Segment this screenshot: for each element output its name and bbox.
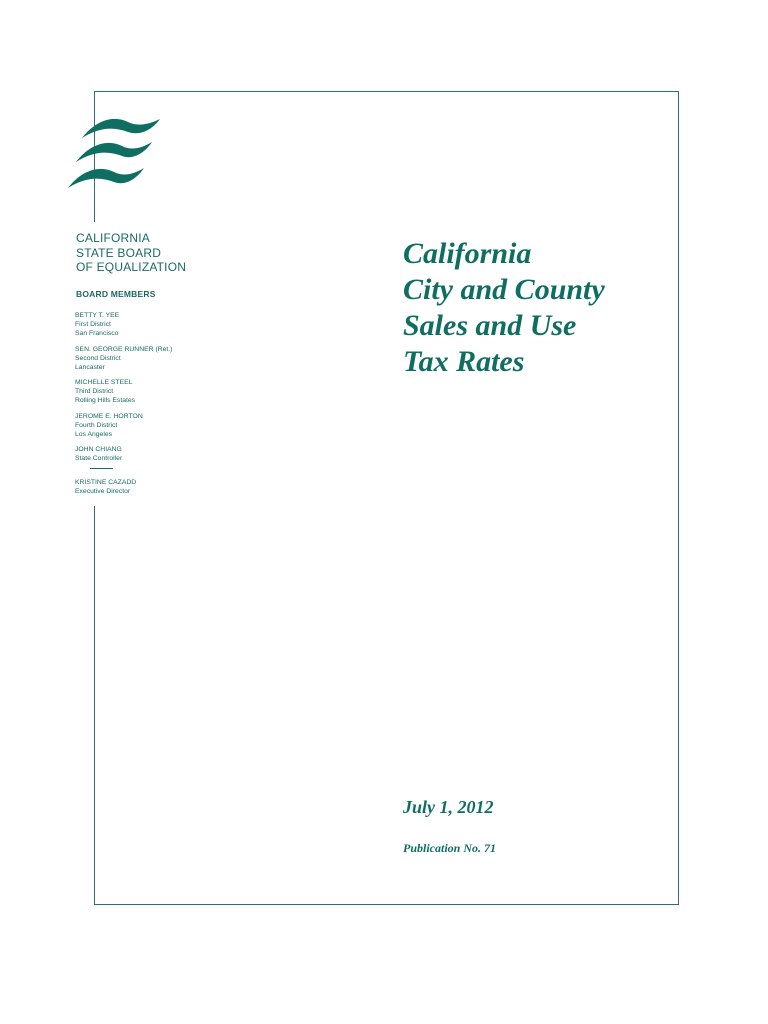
member-role: State Controller	[75, 455, 123, 463]
agency-line: CALIFORNIA	[76, 231, 151, 245]
member-name: JEROME E. HORTON	[75, 412, 143, 420]
publication-title	[403, 236, 673, 380]
member-place: Lancaster	[75, 363, 105, 371]
board-member	[75, 311, 265, 338]
member-name: MICHELLE STEEL	[75, 379, 133, 387]
frame-top-border	[95, 91, 679, 92]
member-divider	[90, 468, 113, 469]
frame-bottom-border	[95, 904, 679, 905]
member-role: First District	[75, 321, 111, 328]
member-name: SEN. GEORGE RUNNER (Ret.)	[75, 345, 173, 353]
board-member	[75, 445, 265, 463]
board-member	[75, 345, 265, 372]
publication-number: Publication No. 71	[403, 841, 497, 855]
member-name: BETTY T. YEE	[75, 312, 120, 319]
member-role: Fourth District	[75, 421, 118, 429]
frame-left-border-lower	[94, 506, 95, 905]
member-place: San Francisco	[75, 330, 119, 337]
agency-line: STATE BOARD	[76, 245, 162, 260]
member-role: Executive Director	[75, 487, 131, 495]
member-role: Second District	[75, 354, 121, 362]
member-name: KRISTINE CAZADD	[75, 478, 137, 486]
title-line: City and County	[403, 273, 605, 306]
title-line: California	[403, 237, 532, 270]
title-line: Sales and Use	[403, 309, 577, 342]
title-line: Tax Rates	[403, 345, 525, 378]
agency-line: OF EQUALIZATION	[76, 260, 187, 274]
agency-name	[76, 231, 256, 275]
board-member	[75, 378, 265, 405]
frame-right-border	[678, 91, 679, 905]
member-place: Rolling Hills Estates	[75, 397, 136, 405]
publication-date: July 1, 2012	[403, 797, 494, 817]
board-member	[75, 478, 265, 496]
board-member	[75, 412, 265, 439]
waves-logo-icon	[66, 116, 162, 190]
member-role: Third District	[75, 388, 114, 396]
board-members-list	[75, 311, 265, 503]
board-members-heading: BOARD MEMBERS	[76, 289, 156, 299]
member-place: Los Angeles	[75, 430, 113, 438]
member-name: JOHN CHIANG	[75, 446, 122, 454]
